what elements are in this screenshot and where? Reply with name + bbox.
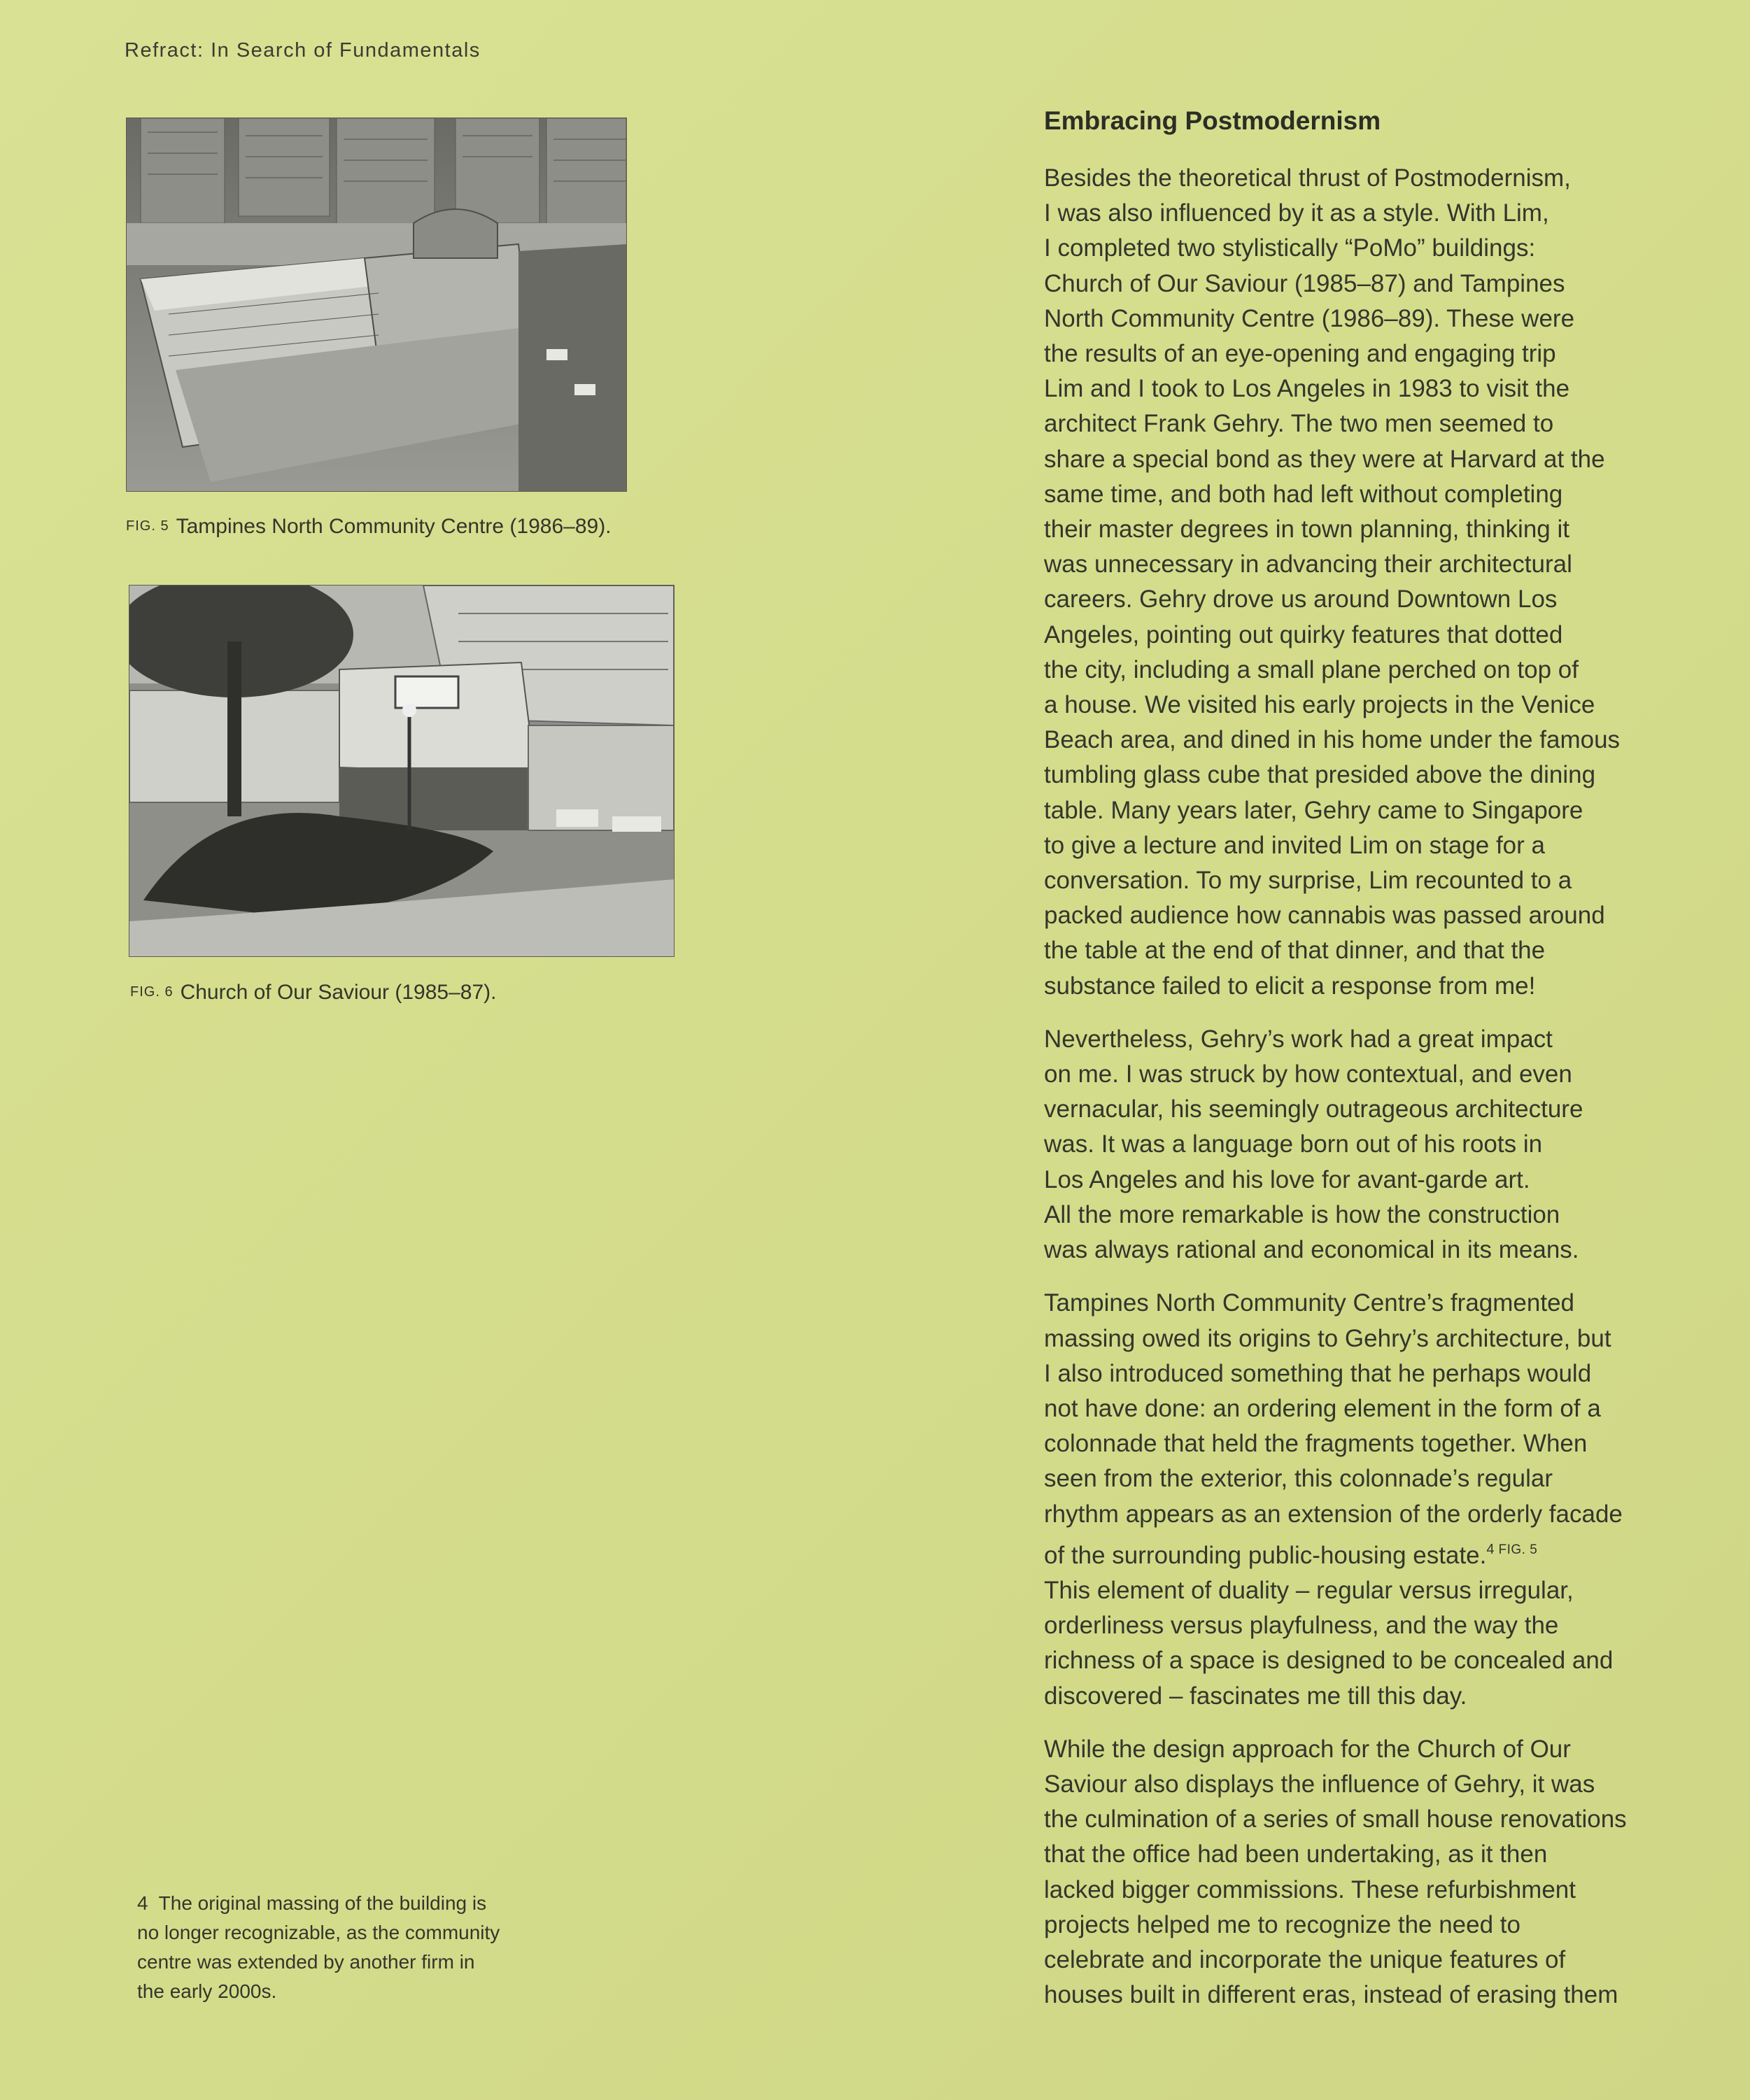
footnote-line: the early 2000s. xyxy=(137,1980,277,2002)
paragraph-4: While the design approach for the Church of Our Saviour also displays the influence of Gehry, it was the culmination of a series of small house renovations that the office had been undertaking, as it then lacked bigger commissions. These refurbishment projects helped me to recognize the need to celebrate and incorporate the unique features of houses built in different eras, instead of erasing them xyxy=(1044,1735,1627,2009)
footnote-ref[interactable]: 4 xyxy=(1486,1541,1495,1557)
footnote xyxy=(137,1889,571,2006)
fig5-caption-text: Tampines North Community Centre (1986–89). xyxy=(176,515,612,538)
fig5-tag: FIG. 5 xyxy=(126,518,169,534)
fig6-caption xyxy=(130,981,496,1005)
section-heading: Embracing Postmodernism xyxy=(1044,106,1381,135)
fig6-tag: FIG. 6 xyxy=(130,984,174,1000)
fig6-caption-text: Church of Our Saviour (1985–87). xyxy=(180,981,497,1004)
paragraph-1: Besides the theoretical thrust of Postmodernism, I was also influenced by it as a style. With Lim, I completed two stylistically “PoMo” buildings: Church of Our Saviour (1985–87) and Tampines North Community Centre (1986–89). These were the results of an eye-opening and engaging trip Lim and I took to Los Angeles in 1983 to visit the architect Frank Gehry. The two men seemed to share a special bond as they were at Harvard at the same time, and both had left without completing their master degrees in town planning, thinking it was unnecessary in advancing their architectural careers. Gehry drove us around Downtown Los Angeles, pointing out quirky features that dotted the city, including a small plane perched on top of a house. We visited his early projects in the Venice Beach area, and dined in his home under the famous tumbling glass cube that presided above the dining table. Many years later, Gehry came to Singapore to give a lecture and invited Lim on stage for a conversation. To my surprise, Lim recounted to a packed audience how cannabis was passed around the table at the end of that dinner, and that the substance failed to elicit a response from me! xyxy=(1044,164,1621,1000)
running-head: Refract: In Search of Fundamentals xyxy=(125,39,481,62)
body-text xyxy=(1044,161,1716,2031)
fig5-photo xyxy=(126,118,627,492)
fig-ref[interactable]: FIG. 5 xyxy=(1498,1542,1538,1557)
footnote-line: centre was extended by another firm in xyxy=(137,1951,475,1973)
footnote-number: 4 xyxy=(137,1892,148,1914)
fig5-caption xyxy=(126,515,612,539)
paragraph-3: Tampines North Community Centre’s fragmented massing owed its origins to Gehry’s architecture, but I also introduced something that he perhaps would not have done: an ordering element in the form of a colonnade that held the fragments together. When seen from the exterior, this colonnade’s regular rhythm appears as an extension of the orderly facade of the surrounding public-housing estate.$^4$ $^{FIG. 5}$ This element of duality – regular versus irregular, orderliness versus playfulness, and the way the richness of a space is designed to be concealed and discovered – fascinates me till this day. xyxy=(1044,1289,1623,1710)
footnote-line: 4 The original massing of the building is xyxy=(137,1892,487,1914)
fig6-photo xyxy=(129,585,675,957)
footnote-line: no longer recognizable, as the community xyxy=(137,1922,500,1943)
paragraph-2: Nevertheless, Gehry’s work had a great impact on me. I was struck by how contextual, and even vernacular, his seemingly outrageous architecture was. It was a language born out of his roots in Los Angeles and his love for avant-garde art. All the more remarkable is how the construction was always rational and economical in its means. xyxy=(1044,1025,1583,1264)
